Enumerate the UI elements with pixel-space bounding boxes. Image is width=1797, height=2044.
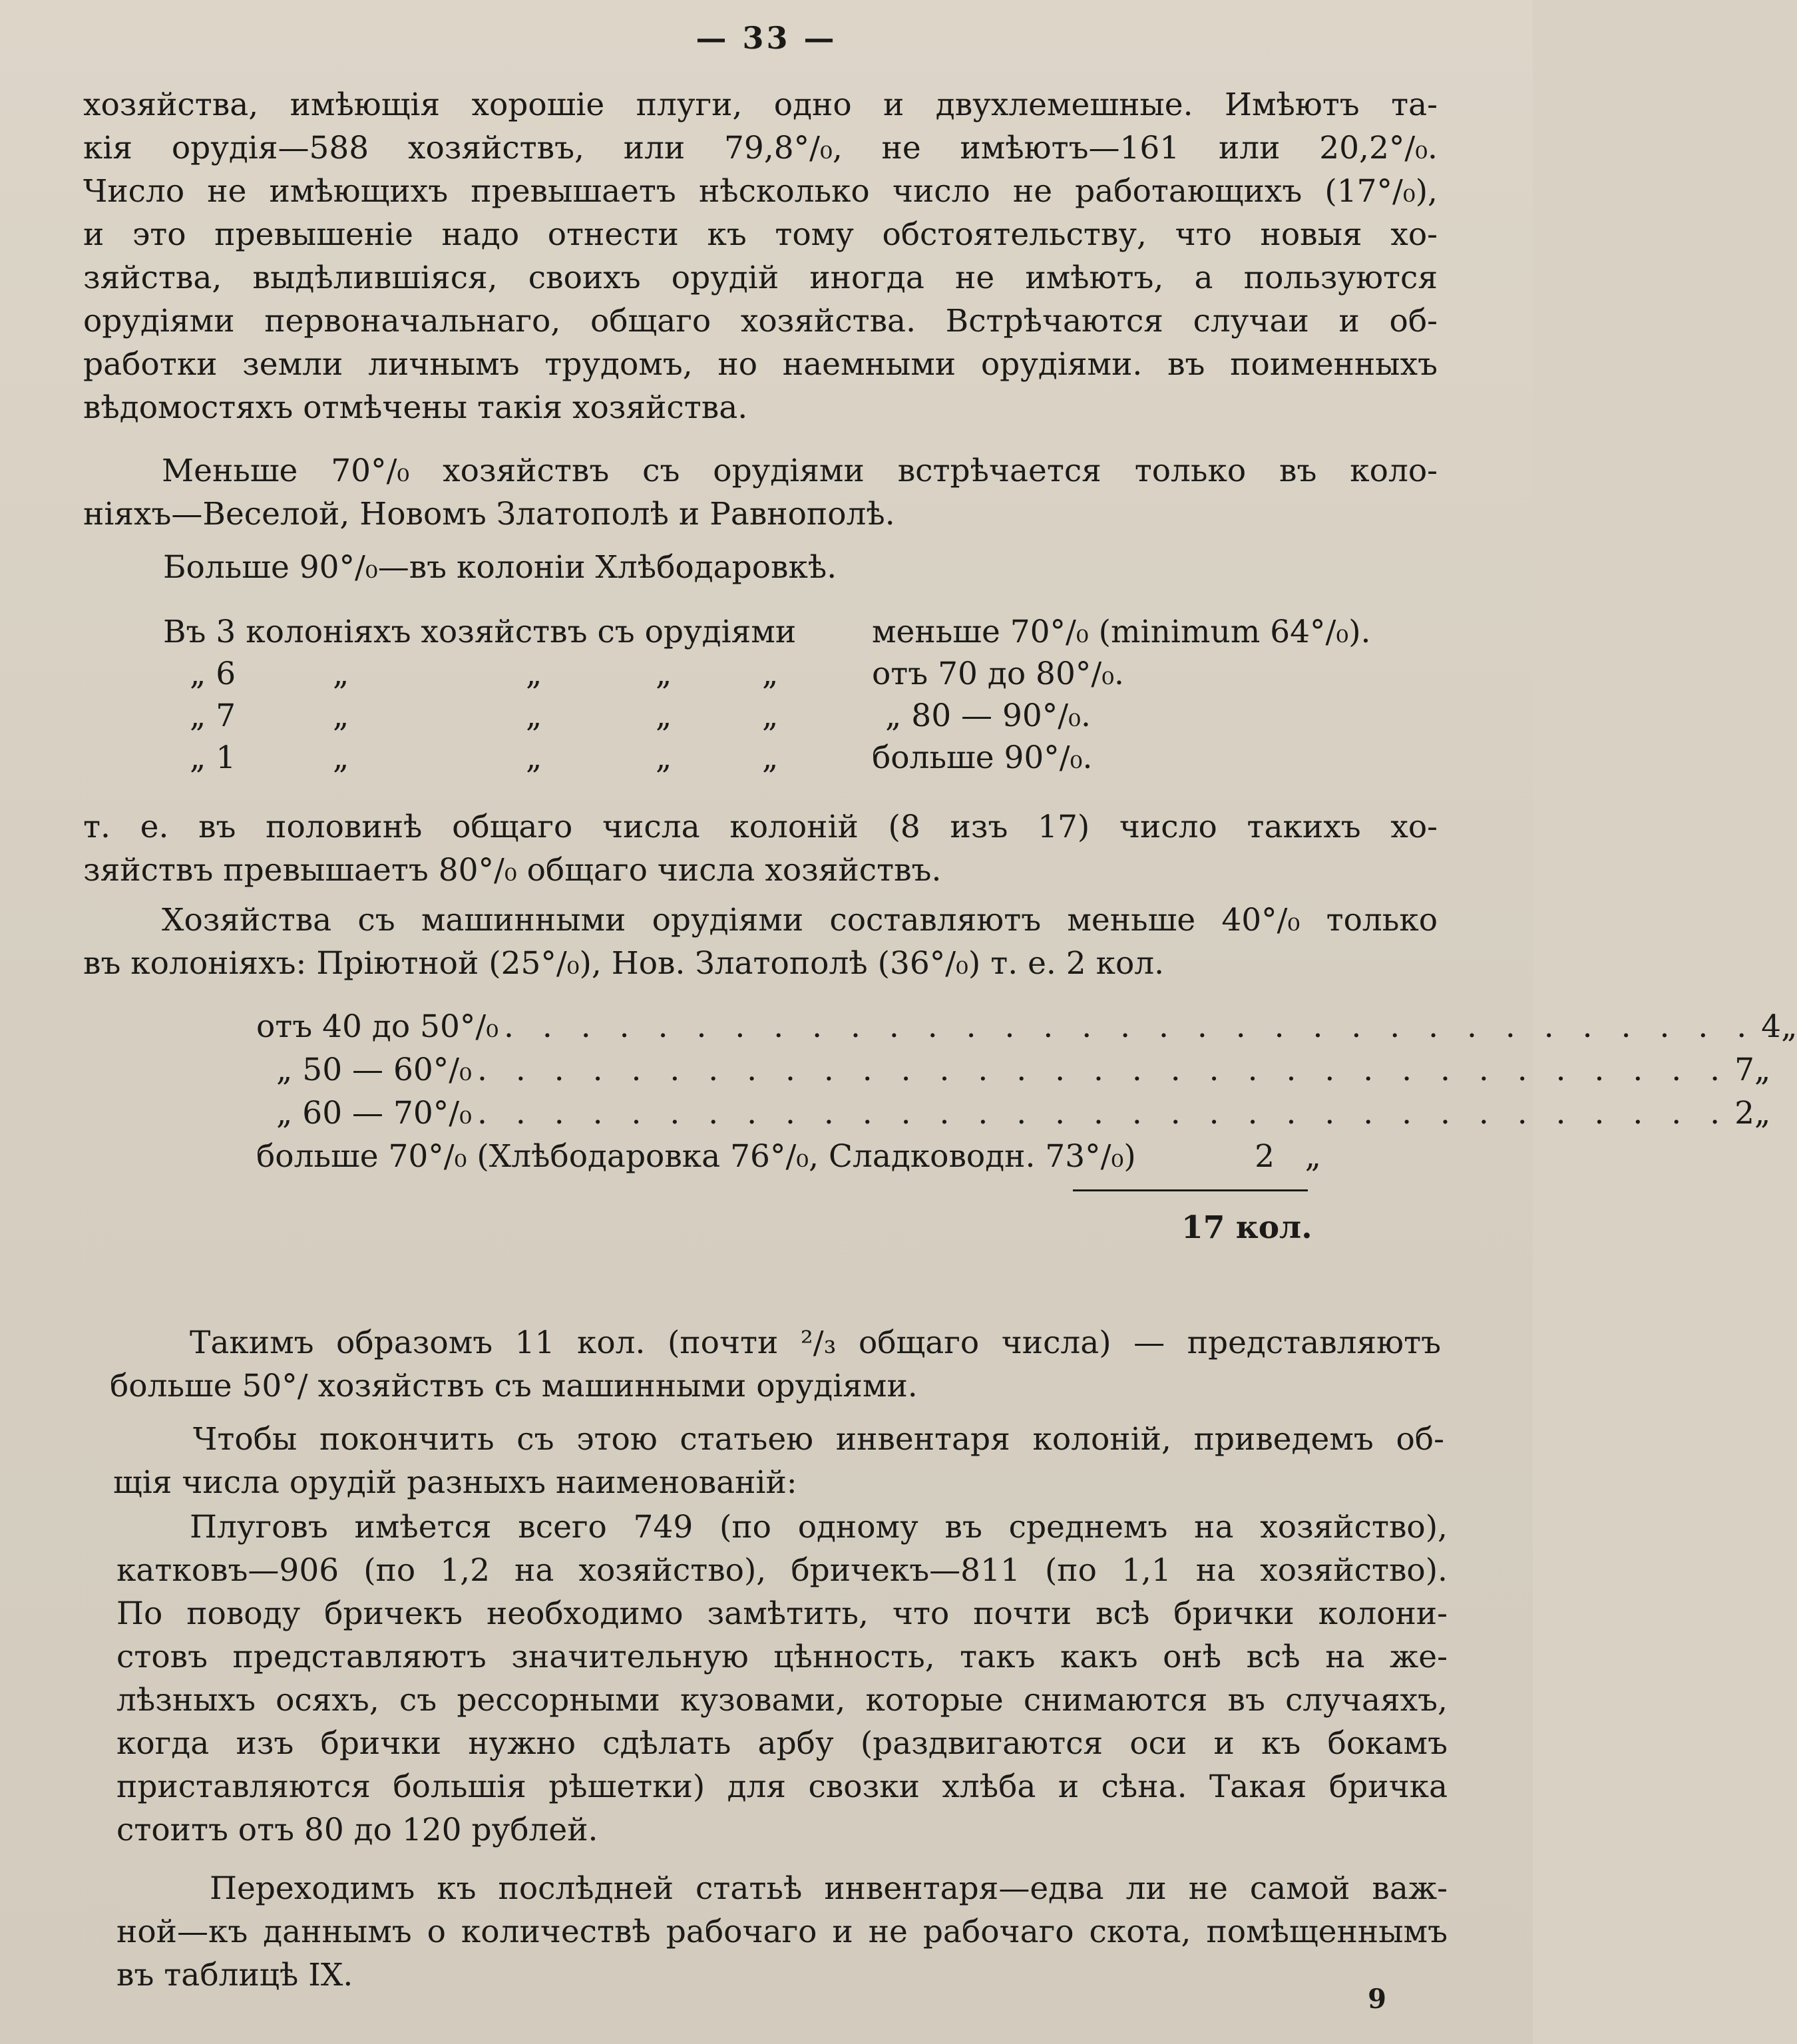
grid-cell: „ xyxy=(762,698,779,734)
count-value: 2 xyxy=(1255,1138,1275,1175)
grid-cell: „ xyxy=(762,739,779,776)
text-line: хозяйства, имѣющія хорошіе плуги, одно и двухлемешные. Имѣютъ та- xyxy=(83,87,1438,123)
text-line: орудіями первоначальнаго, общаго хозяйства. Встрѣчаются случаи и об- xyxy=(83,303,1438,339)
leader-dots: . . . . . . . . . . . . . . . . . . . . . . . . . . . . . . . . . xyxy=(504,1008,1756,1045)
count-value: 7 xyxy=(1734,1052,1754,1088)
text-line: Чтобы покончить съ этою статьею инвентаря колоній, приведемъ об- xyxy=(193,1421,1444,1458)
range-label: „ 50 — 60°/₀ xyxy=(276,1052,472,1088)
ditto-mark: „ xyxy=(1754,1052,1771,1088)
count-value: 4 xyxy=(1761,1008,1782,1045)
text-line: зяйства, выдѣлившіяся, своихъ орудій иногда не имѣютъ, а пользуются xyxy=(83,260,1438,296)
paragraph-8 xyxy=(116,1506,1448,1852)
grid-cell: „ xyxy=(333,656,349,692)
grid-cell: „ xyxy=(762,656,779,692)
grid-cell: „ xyxy=(526,656,542,692)
count-value: 2 xyxy=(1734,1095,1754,1131)
grid-cell: „ xyxy=(333,739,349,776)
grid-cell: „ 1 xyxy=(190,739,236,776)
text-line: когда изъ брички нужно сдѣлать арбу (раздвигаются оси и къ бокамъ xyxy=(116,1725,1448,1762)
text-line: лѣзныхъ осяхъ, съ рессорными кузовами, которые снимаются въ случаяхъ, xyxy=(116,1682,1448,1719)
text-line: работки земли личнымъ трудомъ, но наемными орудіями. въ поименныхъ xyxy=(83,346,1438,383)
text-line: зяйствъ превышаетъ 80°/₀ общаго числа хозяйствъ. xyxy=(83,852,942,889)
paragraph-4 xyxy=(83,805,1438,892)
grid-cell: Въ 3 колоніяхъ хозяйствъ съ орудіями xyxy=(163,614,797,650)
text-line: Число не имѣющихъ превышаетъ нѣсколько число не работающихъ (17°/₀), xyxy=(83,173,1438,210)
text-line: вѣдомостяхъ отмѣчены такія хозяйства. xyxy=(83,389,748,426)
ditto-mark: „ xyxy=(1304,1138,1321,1175)
sum-rule xyxy=(1073,1189,1308,1191)
text-line: Хозяйства съ машинными орудіями составляютъ меньше 40°/₀ только xyxy=(162,902,1438,938)
text-line: стовъ представляютъ значительную цѣнность, такъ какъ онѣ всѣ на же- xyxy=(116,1639,1448,1675)
text-line: щія числа орудій разныхъ наименованій: xyxy=(113,1464,797,1501)
leader-dots: . . . . . . . . . . . . . . . . . . . . . . . . . . . . . . . . . xyxy=(477,1052,1730,1088)
text-line: Больше 90°/₀—въ колоніи Хлѣбодаровкѣ. xyxy=(163,549,837,586)
distribution-row xyxy=(256,1092,1771,1135)
ditto-mark: „ xyxy=(1781,1008,1797,1045)
text-line: приставляются большія рѣшетки) для свозки хлѣба и сѣна. Такая бричка xyxy=(116,1768,1448,1805)
distribution-row xyxy=(256,1135,1321,1178)
page-number: — 33 — xyxy=(696,20,837,56)
grid-cell: „ xyxy=(333,698,349,734)
paragraph-2 xyxy=(83,449,1438,536)
grid-cell: „ xyxy=(656,656,672,692)
text-line: катковъ—906 (по 1,2 на хозяйство), бричекъ—811 (по 1,1 на хозяйство). xyxy=(116,1552,1448,1589)
text-line: ной—къ даннымъ о количествѣ рабочаго и не рабочаго скота, помѣщеннымъ xyxy=(116,1914,1448,1950)
text-line: больше 50°/ хозяйствъ съ машинными орудіями. xyxy=(110,1368,918,1404)
machine-tools-distribution xyxy=(256,1005,1797,1178)
text-line: ніяхъ—Веселой, Новомъ Златополѣ и Равнополѣ. xyxy=(83,496,895,532)
paragraph-3 xyxy=(163,546,1517,589)
distribution-total: 17 кол. xyxy=(1181,1209,1312,1246)
grid-cell: отъ 70 до 80°/₀. xyxy=(872,656,1124,692)
paragraph-9 xyxy=(116,1867,1448,1997)
text-line: кія орудія—588 хозяйствъ, или 79,8°/₀, не имѣютъ—161 или 20,2°/₀. xyxy=(83,130,1438,166)
grid-cell: „ 6 xyxy=(190,656,236,692)
range-label: „ 60 — 70°/₀ xyxy=(276,1095,472,1131)
grid-cell: „ xyxy=(656,698,672,734)
grid-cell: „ xyxy=(656,739,672,776)
paragraph-7 xyxy=(113,1418,1444,1504)
leader-dots: . . . . . . . . . . . . . . . . . . . . . . . . . . . . . . . . . xyxy=(477,1095,1730,1131)
text-line: стоитъ отъ 80 до 120 рублей. xyxy=(116,1812,598,1848)
text-line: Меньше 70°/₀ хозяйствъ съ орудіями встрѣчается только въ коло- xyxy=(162,453,1438,489)
distribution-row xyxy=(256,1005,1797,1048)
paragraph-6 xyxy=(110,1321,1441,1408)
grid-cell: „ 7 xyxy=(190,698,236,734)
grid-cell: „ 80 — 90°/₀. xyxy=(885,698,1091,734)
text-line: По поводу бричекъ необходимо замѣтить, что почти всѣ брички колони- xyxy=(116,1595,1448,1632)
signature-mark: 9 xyxy=(1368,1983,1386,2015)
grid-cell: меньше 70°/₀ (minimum 64°/₀). xyxy=(872,614,1371,650)
text-line: Такимъ образомъ 11 кол. (почти ²/₃ общаго числа) — представляютъ xyxy=(190,1325,1441,1361)
grid-cell: „ xyxy=(526,739,542,776)
paragraph-5 xyxy=(83,899,1438,985)
text-line: Переходимъ къ послѣдней статьѣ инвентаря—едва ли не самой важ- xyxy=(210,1870,1448,1907)
text-line: т. е. въ половинѣ общаго числа колоній (8 изъ 17) число такихъ хо- xyxy=(83,809,1438,845)
grid-cell: больше 90°/₀. xyxy=(872,739,1093,776)
text-line: Плуговъ имѣется всего 749 (по одному въ среднемъ на хозяйство), xyxy=(190,1509,1448,1545)
text-line: въ таблицѣ IX. xyxy=(116,1957,353,1993)
text-line: въ колоніяхъ: Пріютной (25°/₀), Нов. Златополѣ (36°/₀) т. е. 2 кол. xyxy=(83,945,1165,982)
range-label: больше 70°/₀ (Хлѣбодаровка 76°/₀, Сладководн. 73°/₀) xyxy=(256,1138,1136,1175)
paragraph-1 xyxy=(83,83,1438,429)
range-label: отъ 40 до 50°/₀ xyxy=(256,1008,499,1045)
grid-cell: „ xyxy=(526,698,542,734)
distribution-row xyxy=(256,1048,1771,1092)
ditto-mark: „ xyxy=(1754,1095,1771,1131)
text-line: и это превышеніе надо отнести къ тому обстоятельству, что новыя хо- xyxy=(83,216,1438,253)
